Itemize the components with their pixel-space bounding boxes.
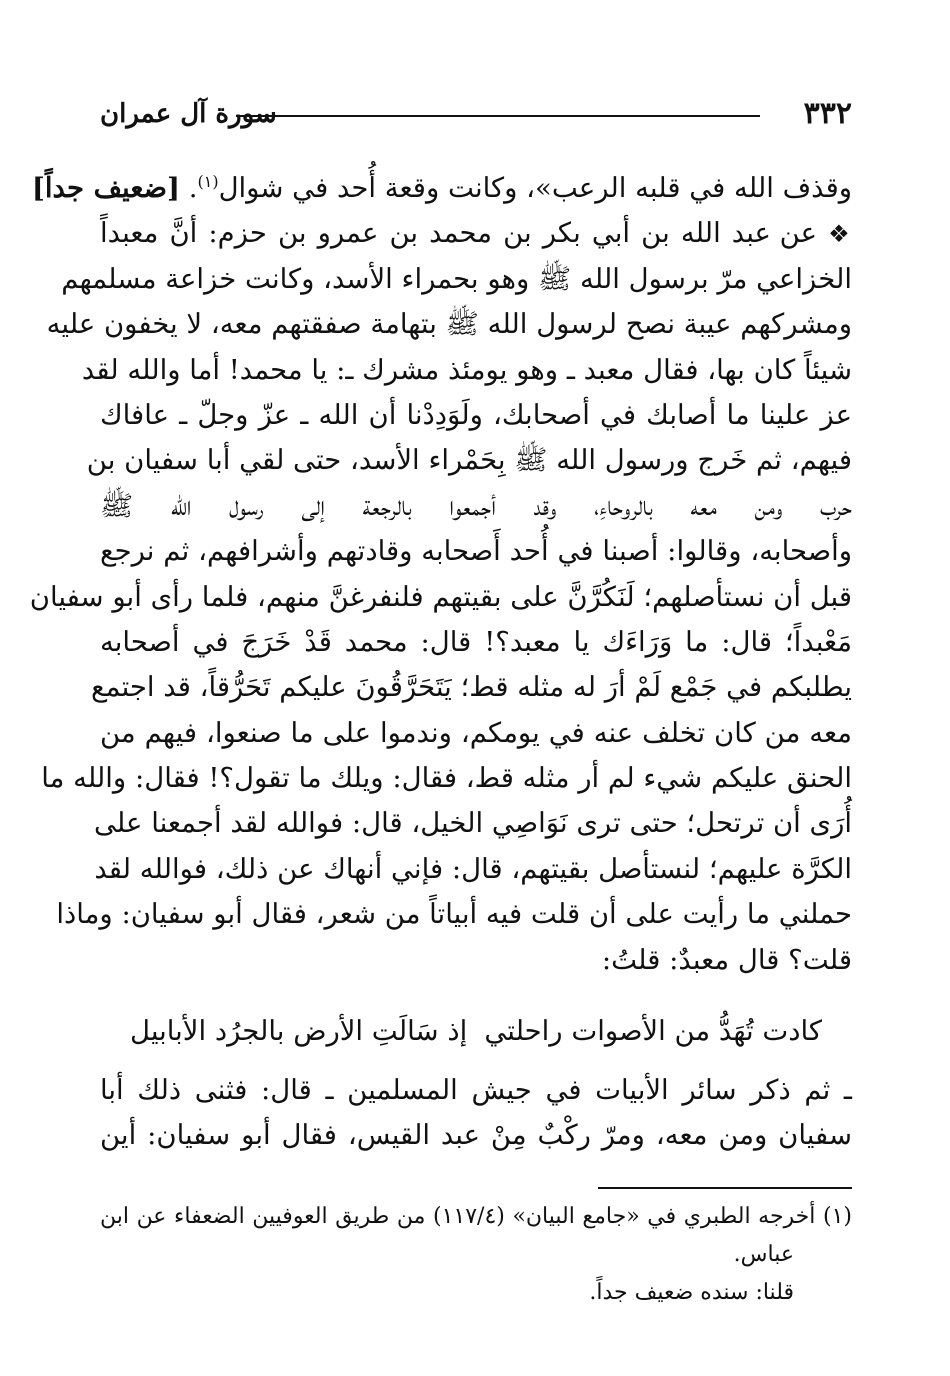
text-line: الخزاعي مرّ برسول الله ﷺ وهو بحمراء الأسد، وكانت خزاعة مسلمهم	[61, 262, 852, 295]
text-line: معه من كان تخلف عنه في يومكم، وندموا على ما صنعوا، فيهم من	[100, 716, 852, 749]
footnote-line: عباس.	[733, 1242, 794, 1267]
hadith-verdict: [ضعيف جداً]	[31, 172, 180, 204]
page-header	[100, 92, 852, 142]
text-line: سفيان ومن معه، ومرّ ركْبٌ مِنْ عبد القيس، فقال أبو سفيان: أين	[100, 1119, 852, 1152]
poem-first-hemistich: كادت تُهَدُّ من الأصوات راحلتي	[484, 1015, 822, 1047]
text-line: ـ ثم ذكر سائر الأبيات في جيش المسلمين ـ قال: فثنى ذلك أبا	[100, 1074, 852, 1106]
text-line: ومشركهم عيبة نصح لرسول الله ﷺ بتهامة صفقتهم معه، لا يخفون عليه	[46, 308, 852, 341]
footnote-reference: (١)	[197, 171, 219, 191]
text-line: قبل أن نستأصلهم؛ لَنَكُرَّنَّ على بقيتهم فلنفرغنَّ منهم، فلما رأى أبو سفيان	[29, 580, 852, 613]
poem-verse	[130, 1006, 850, 1056]
line-text: عن عبد الله بن أبي بكر بن محمد بن عمرو بن حزم: أنَّ معبداً	[100, 217, 818, 250]
main-text-continued	[100, 1068, 852, 1159]
text-line: مَعْبداً؛ قال: ما وَرَاءَك يا معبد؟! قال: محمد قَدْ خَرَجَ في أصحابه	[100, 625, 852, 658]
text-line: حرب ومن معه بالروحاءِ، وقد أجمعوا بالرجعة إلى رسول الله ﷺ	[100, 489, 852, 522]
text-line: شيئاً كان بها، فقال معبد ـ وهو يومئذ مشرك ـ: يا محمد! أما والله لقد	[81, 353, 852, 386]
text-line	[31, 166, 852, 211]
poem-second-hemistich: إذ سَالَتِ الأرض بالجرُد الأبابيل	[130, 1015, 468, 1047]
text-line: الكرَّة عليهم؛ لنستأصل بقيتهم، قال: فإني أنهاك عن ذلك، فوالله لقد	[94, 852, 852, 885]
text-line: فيهم، ثم خَرج ورسول الله ﷺ بِحَمْراء الأسد، حتى لقي أبا سفيان بن	[86, 444, 852, 477]
running-title: سورة آل عمران	[100, 99, 277, 129]
footnotes	[100, 1198, 852, 1312]
bullet-icon: ❖	[828, 220, 852, 249]
text-line: قلت؟ قال معبدٌ: قلتُ:	[601, 943, 852, 976]
text-line: يطلبكم في جَمْع لَمْ أرَ له مثله قط؛ يَتَحَرَّقُونَ عليكم تَحَرُّقاً، قد اجتمع	[91, 671, 852, 704]
first-line-text: وقذف الله في قلبه الرعب»، وكانت وقعة أُحد في شوال	[218, 172, 852, 204]
text-line: حملني ما رأيت على أن قلت فيه أبياتاً من شعر، فقال أبو سفيان: وماذا	[56, 898, 852, 931]
text-line: وأصحابه، وقالوا: أصبنا في أُحد أَصحابه وقادتهم وأشرافهم، ثم نرجع	[100, 535, 852, 568]
footnote-line: (١) أخرجه الطبري في «جامع البيان» (١١٧/٤) من طريق العوفيين الضعفاء عن ابن	[100, 1204, 852, 1229]
page-number: ٣٣٢	[803, 96, 852, 131]
first-line-end: .	[188, 172, 198, 204]
text-line: أُرَى أن ترتحل؛ حتى ترى نَوَاصِي الخيل، قال: فوالله لقد أجمعنا على	[94, 807, 852, 840]
text-line: عز علينا ما أصابك في أصحابك، ولَوَدِدْنا أن الله ـ عزّ وجلّ ـ عافاك	[100, 398, 852, 431]
footnote-line: قلنا: سنده ضعيف جداً.	[589, 1280, 794, 1305]
text-line: الحنق عليكم شيء لم أر مثله قط، فقال: ويلك ما تقول؟! فقال: والله ما	[41, 762, 852, 795]
main-text	[29, 166, 852, 983]
text-line	[100, 211, 852, 256]
footnote-separator	[598, 1187, 852, 1189]
header-rule	[236, 115, 760, 117]
